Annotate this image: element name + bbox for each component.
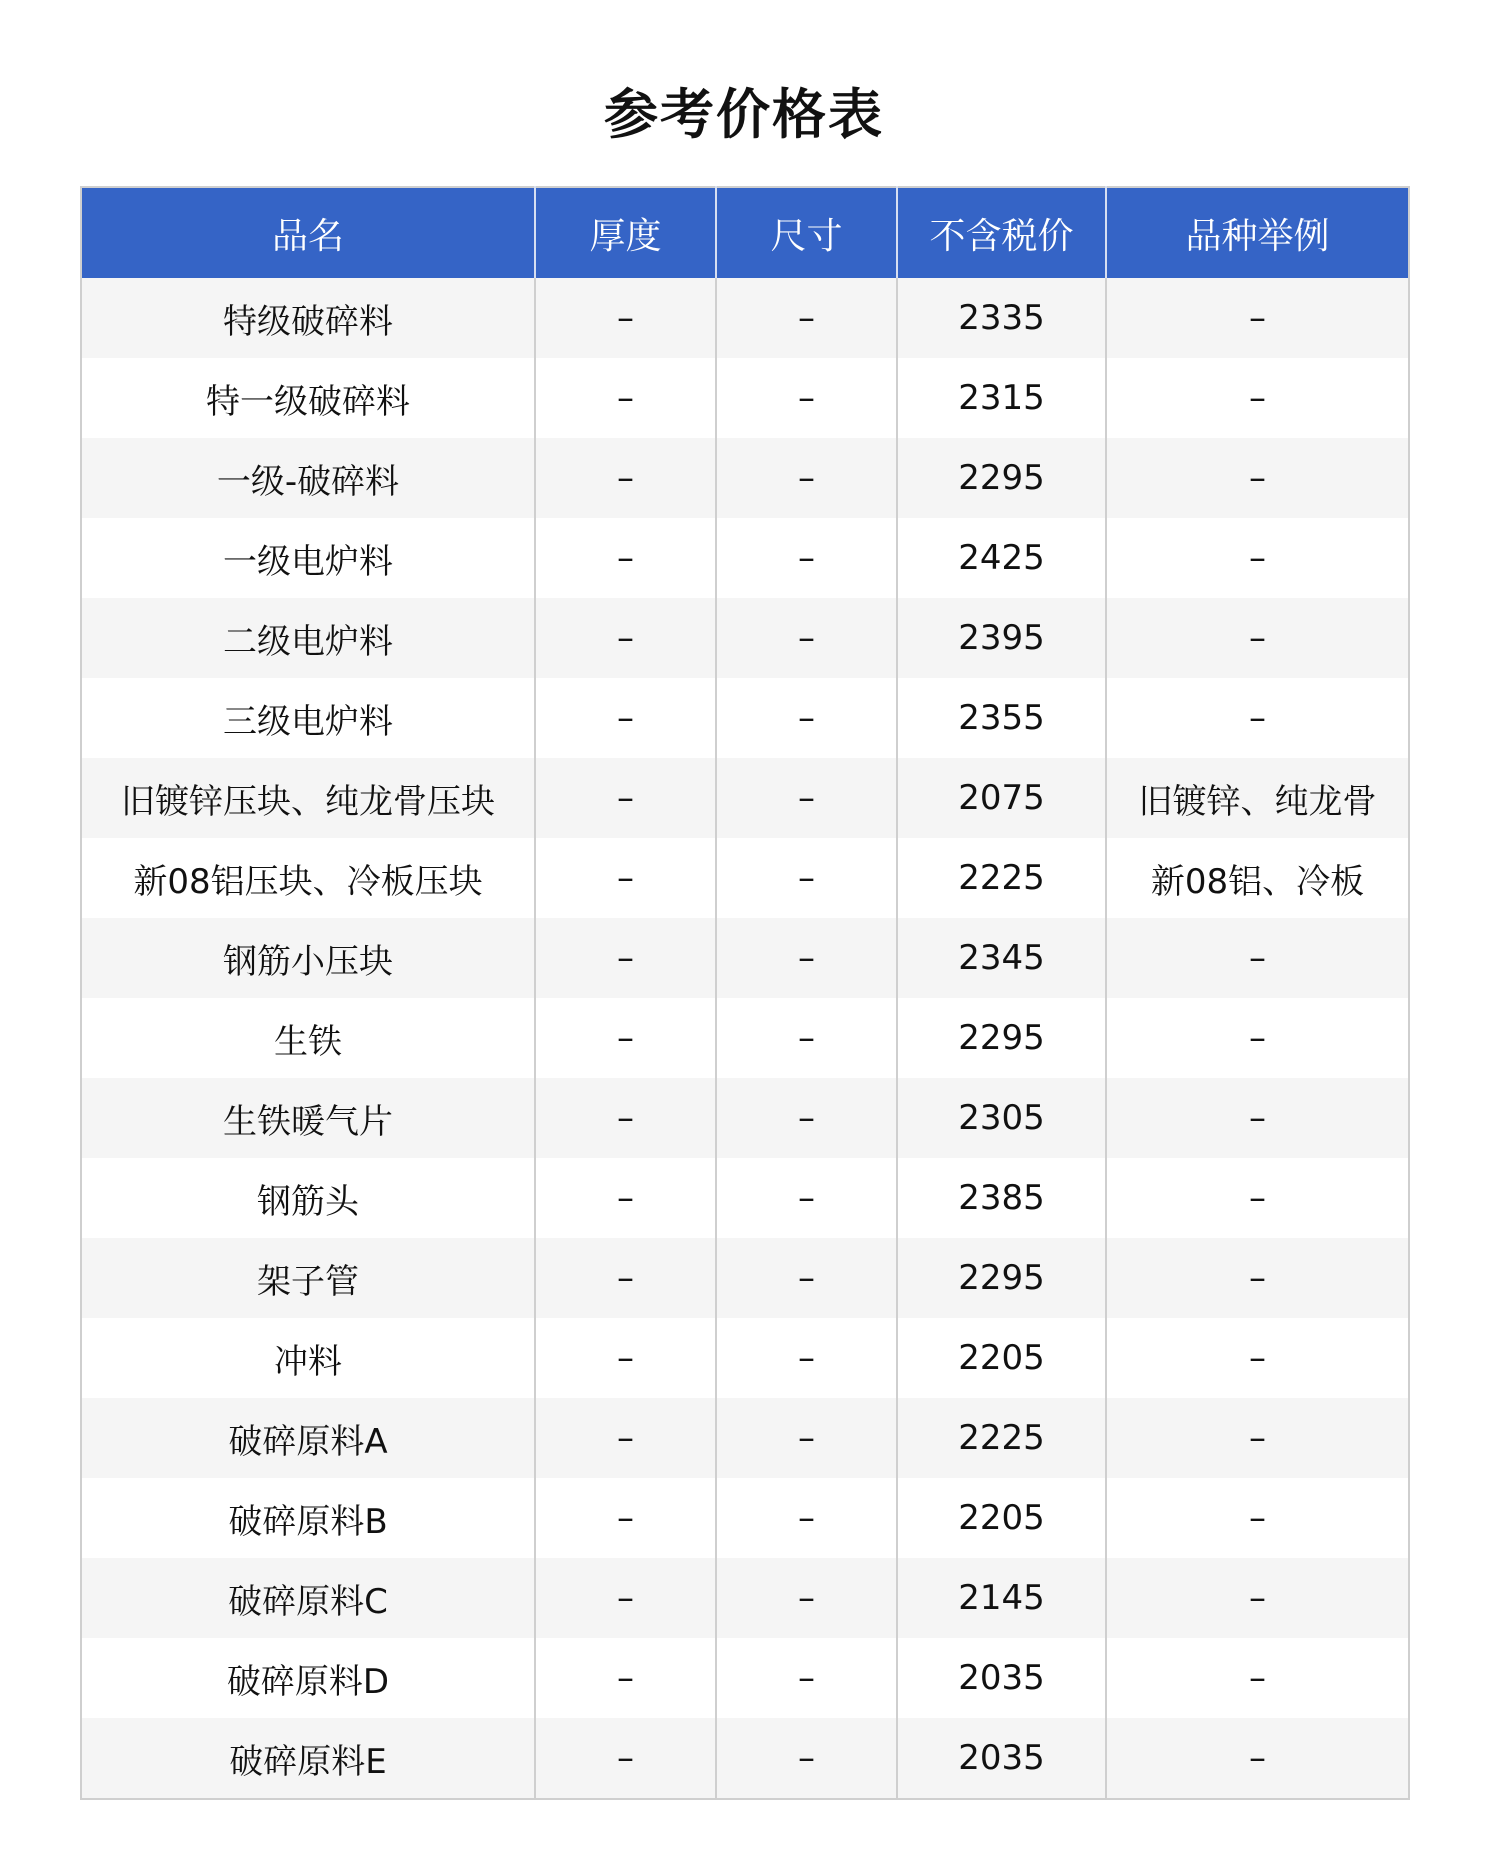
table-header-row bbox=[81, 187, 1409, 278]
cell-price: 2315 bbox=[897, 358, 1106, 438]
cell-thickness: – bbox=[535, 1558, 716, 1638]
table-row bbox=[81, 1398, 1409, 1478]
cell-product-name: 新08铝压块、冷板压块 bbox=[81, 838, 535, 918]
table-body bbox=[81, 278, 1409, 1799]
cell-thickness: – bbox=[535, 1078, 716, 1158]
cell-price: 2205 bbox=[897, 1318, 1106, 1398]
cell-examples: – bbox=[1106, 358, 1409, 438]
table-row bbox=[81, 918, 1409, 998]
cell-examples: – bbox=[1106, 678, 1409, 758]
cell-product-name: 冲料 bbox=[81, 1318, 535, 1398]
cell-examples: – bbox=[1106, 1558, 1409, 1638]
cell-price: 2345 bbox=[897, 918, 1106, 998]
cell-product-name: 二级电炉料 bbox=[81, 598, 535, 678]
header-examples: 品种举例 bbox=[1106, 187, 1409, 278]
cell-thickness: – bbox=[535, 1398, 716, 1478]
header-thickness: 厚度 bbox=[535, 187, 716, 278]
cell-thickness: – bbox=[535, 1638, 716, 1718]
cell-size: – bbox=[716, 838, 897, 918]
cell-product-name: 旧镀锌压块、纯龙骨压块 bbox=[81, 758, 535, 838]
table-row bbox=[81, 438, 1409, 518]
cell-examples: – bbox=[1106, 1638, 1409, 1718]
cell-price: 2145 bbox=[897, 1558, 1106, 1638]
cell-examples: – bbox=[1106, 998, 1409, 1078]
cell-price: 2295 bbox=[897, 1238, 1106, 1318]
cell-size: – bbox=[716, 518, 897, 598]
cell-price: 2355 bbox=[897, 678, 1106, 758]
cell-product-name: 架子管 bbox=[81, 1238, 535, 1318]
cell-examples: – bbox=[1106, 518, 1409, 598]
cell-product-name: 一级电炉料 bbox=[81, 518, 535, 598]
cell-thickness: – bbox=[535, 758, 716, 838]
cell-price: 2335 bbox=[897, 278, 1106, 358]
cell-price: 2075 bbox=[897, 758, 1106, 838]
cell-product-name: 破碎原料B bbox=[81, 1478, 535, 1558]
cell-product-name: 破碎原料D bbox=[81, 1638, 535, 1718]
cell-thickness: – bbox=[535, 918, 716, 998]
cell-price: 2295 bbox=[897, 438, 1106, 518]
table-row bbox=[81, 1558, 1409, 1638]
cell-price: 2395 bbox=[897, 598, 1106, 678]
cell-thickness: – bbox=[535, 358, 716, 438]
cell-examples: 新08铝、冷板 bbox=[1106, 838, 1409, 918]
cell-examples: – bbox=[1106, 918, 1409, 998]
cell-thickness: – bbox=[535, 1718, 716, 1799]
cell-thickness: – bbox=[535, 278, 716, 358]
cell-examples: – bbox=[1106, 1478, 1409, 1558]
cell-size: – bbox=[716, 358, 897, 438]
cell-price: 2035 bbox=[897, 1638, 1106, 1718]
cell-size: – bbox=[716, 1718, 897, 1799]
cell-product-name: 破碎原料E bbox=[81, 1718, 535, 1799]
cell-price: 2205 bbox=[897, 1478, 1106, 1558]
cell-examples: – bbox=[1106, 1078, 1409, 1158]
cell-size: – bbox=[716, 918, 897, 998]
cell-thickness: – bbox=[535, 1158, 716, 1238]
header-price-excl-tax: 不含税价 bbox=[897, 187, 1106, 278]
cell-thickness: – bbox=[535, 1238, 716, 1318]
table-row bbox=[81, 1638, 1409, 1718]
table-row bbox=[81, 518, 1409, 598]
cell-product-name: 钢筋小压块 bbox=[81, 918, 535, 998]
cell-examples: – bbox=[1106, 438, 1409, 518]
header-product-name: 品名 bbox=[81, 187, 535, 278]
table-row bbox=[81, 1158, 1409, 1238]
cell-price: 2225 bbox=[897, 838, 1106, 918]
table-row bbox=[81, 678, 1409, 758]
table-row bbox=[81, 278, 1409, 358]
cell-thickness: – bbox=[535, 838, 716, 918]
cell-examples: – bbox=[1106, 1718, 1409, 1799]
cell-size: – bbox=[716, 1398, 897, 1478]
table-row bbox=[81, 838, 1409, 918]
cell-examples: – bbox=[1106, 1318, 1409, 1398]
cell-size: – bbox=[716, 1158, 897, 1238]
table-row bbox=[81, 758, 1409, 838]
cell-size: – bbox=[716, 1238, 897, 1318]
cell-thickness: – bbox=[535, 998, 716, 1078]
cell-product-name: 钢筋头 bbox=[81, 1158, 535, 1238]
table-row bbox=[81, 1318, 1409, 1398]
cell-product-name: 生铁暖气片 bbox=[81, 1078, 535, 1158]
cell-product-name: 特一级破碎料 bbox=[81, 358, 535, 438]
cell-price: 2035 bbox=[897, 1718, 1106, 1799]
cell-price: 2305 bbox=[897, 1078, 1106, 1158]
cell-product-name: 一级-破碎料 bbox=[81, 438, 535, 518]
page-title: 参考价格表 bbox=[604, 83, 884, 146]
cell-examples: 旧镀锌、纯龙骨 bbox=[1106, 758, 1409, 838]
cell-size: – bbox=[716, 1478, 897, 1558]
cell-examples: – bbox=[1106, 1238, 1409, 1318]
cell-size: – bbox=[716, 278, 897, 358]
cell-thickness: – bbox=[535, 678, 716, 758]
cell-product-name: 生铁 bbox=[81, 998, 535, 1078]
table-row bbox=[81, 998, 1409, 1078]
cell-examples: – bbox=[1106, 278, 1409, 358]
cell-size: – bbox=[716, 1078, 897, 1158]
cell-product-name: 破碎原料C bbox=[81, 1558, 535, 1638]
cell-product-name: 特级破碎料 bbox=[81, 278, 535, 358]
table-row bbox=[81, 1718, 1409, 1799]
cell-examples: – bbox=[1106, 1158, 1409, 1238]
cell-size: – bbox=[716, 678, 897, 758]
cell-size: – bbox=[716, 758, 897, 838]
cell-thickness: – bbox=[535, 1478, 716, 1558]
cell-thickness: – bbox=[535, 518, 716, 598]
table-row bbox=[81, 1078, 1409, 1158]
table-row bbox=[81, 358, 1409, 438]
cell-size: – bbox=[716, 438, 897, 518]
cell-product-name: 三级电炉料 bbox=[81, 678, 535, 758]
cell-size: – bbox=[716, 1558, 897, 1638]
cell-size: – bbox=[716, 598, 897, 678]
cell-price: 2385 bbox=[897, 1158, 1106, 1238]
cell-price: 2225 bbox=[897, 1398, 1106, 1478]
header-size: 尺寸 bbox=[716, 187, 897, 278]
cell-size: – bbox=[716, 1638, 897, 1718]
cell-size: – bbox=[716, 998, 897, 1078]
cell-thickness: – bbox=[535, 438, 716, 518]
cell-thickness: – bbox=[535, 1318, 716, 1398]
cell-examples: – bbox=[1106, 1398, 1409, 1478]
table-row bbox=[81, 1478, 1409, 1558]
price-table bbox=[80, 186, 1410, 1800]
table-row bbox=[81, 598, 1409, 678]
cell-size: – bbox=[716, 1318, 897, 1398]
table-row bbox=[81, 1238, 1409, 1318]
cell-price: 2425 bbox=[897, 518, 1106, 598]
cell-examples: – bbox=[1106, 598, 1409, 678]
cell-price: 2295 bbox=[897, 998, 1106, 1078]
cell-product-name: 破碎原料A bbox=[81, 1398, 535, 1478]
cell-thickness: – bbox=[535, 598, 716, 678]
